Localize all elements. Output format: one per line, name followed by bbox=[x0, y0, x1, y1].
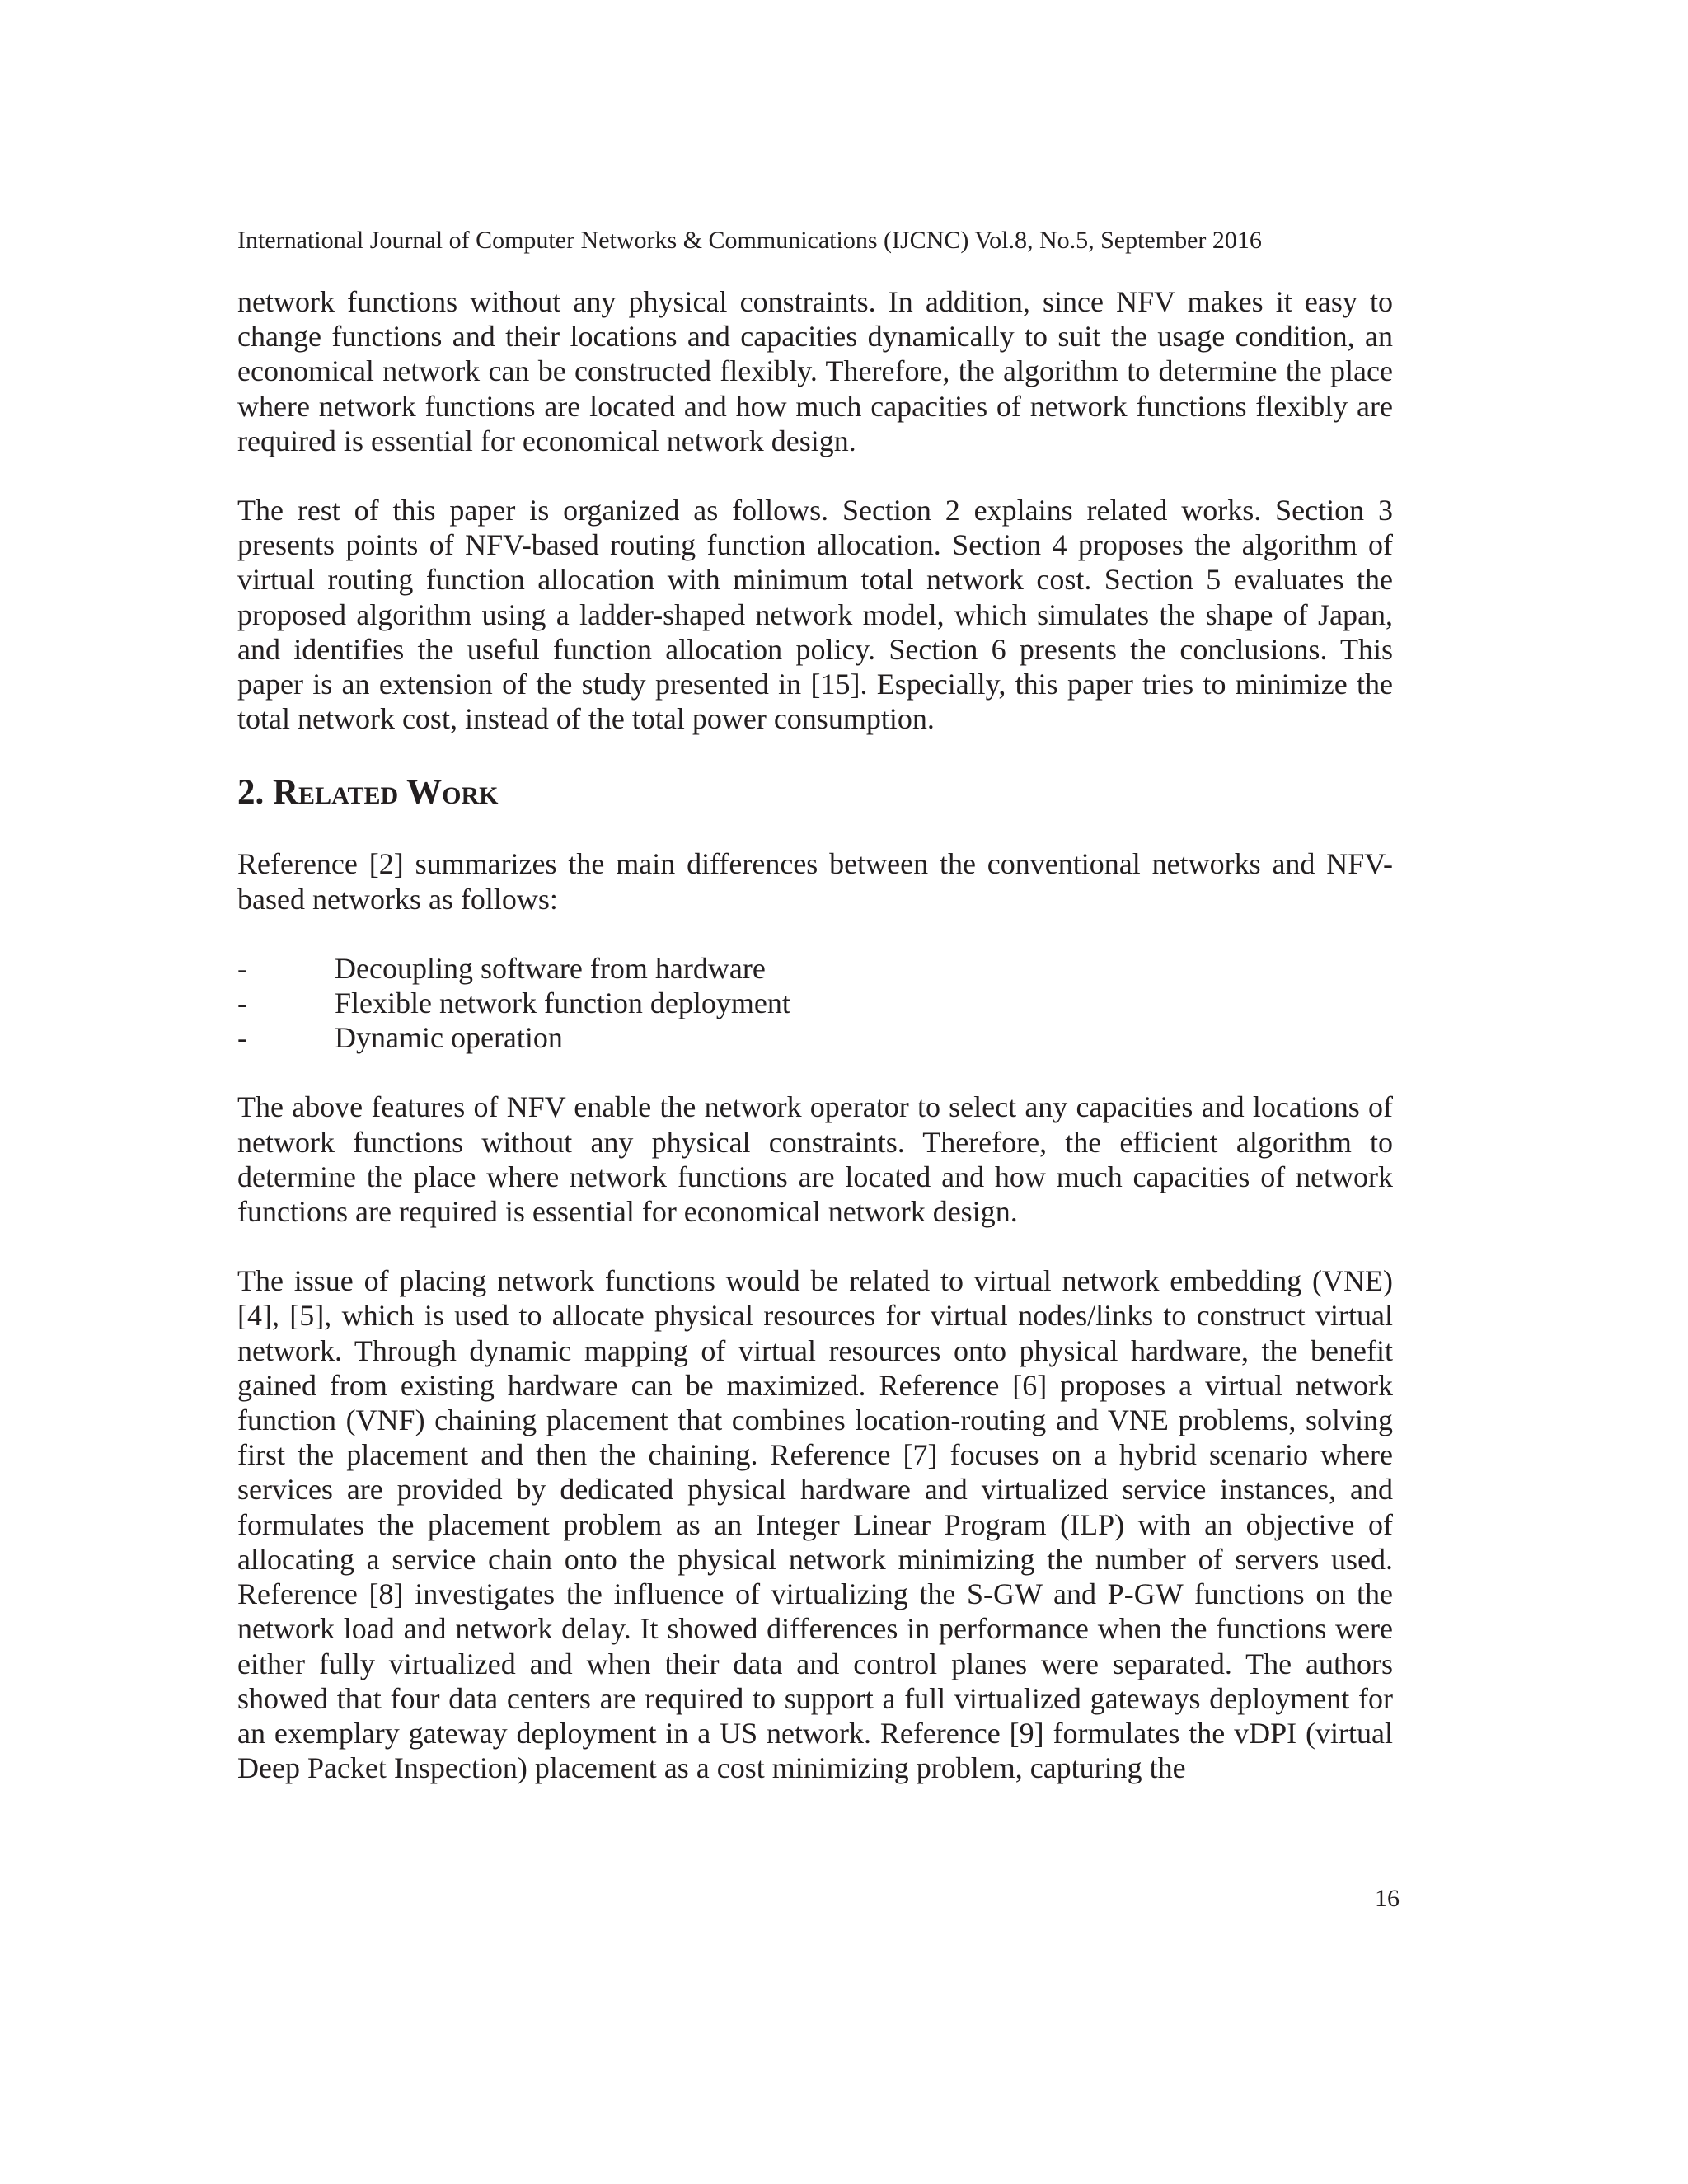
page-number: 16 bbox=[1375, 1885, 1400, 1912]
list-item-text: Flexible network function deployment bbox=[335, 987, 790, 1020]
list-dash: - bbox=[237, 951, 247, 985]
list-dash: - bbox=[237, 987, 247, 1020]
running-header: International Journal of Computer Networks & Communications (IJCNC) Vol.8, No.5, September 2016 bbox=[237, 227, 1262, 254]
list-dash: - bbox=[237, 1021, 247, 1055]
paragraph-paper-organization: The rest of this paper is organized as follows. Section 2 explains related works. Section 3 presents points of NFV-based routing function allocation. Section 4 proposes the algorithm of virtual routing function allocation with minimum total network cost. Section 5 evaluates the proposed algorithm using a ladder-shaped network model, which simulates the shape of Japan, and identifies the useful function allocation policy. Section 6 presents the conclusions. This paper is an extension of the study presented in [15]. Especially, this paper tries to minimize the total network cost, instead of the total power consumption. bbox=[237, 494, 1393, 736]
list-item bbox=[237, 1020, 1393, 1055]
list-item bbox=[237, 986, 1393, 1020]
list-item bbox=[237, 951, 1393, 986]
paragraph-related-work-intro: Reference [2] summarizes the main differences between the conventional networks and NFV-based networks as follows: bbox=[237, 847, 1393, 916]
paragraph-vne-placement: The issue of placing network functions would be related to virtual network embedding (VNE) [4], [5], which is used to allocate physical resources for virtual nodes/links to construct virtual network. Through dynamic mapping of virtual resources onto physical hardware, the benefit gained from existing hardware can be maximized. Reference [6] proposes a virtual network function (VNF) chaining placement that combines location-routing and VNE problems, solving first the placement and then the chaining. Reference [7] focuses on a hybrid scenario where services are provided by dedicated physical hardware and virtualized service instances, and formulates the placement problem as an Integer Linear Program (ILP) with an objective of allocating a service chain onto the physical network minimizing the number of servers used. Reference [8] investigates the influence of virtualizing the S-GW and P-GW functions on the network load and network delay. It showed differences in performance when the functions were either fully virtualized and when their data and control planes were separated. The authors showed that four data centers are required to support a full virtualized gateways deployment for an exemplary gateway deployment in a US network. Reference [9] formulates the vDPI (virtual Deep Packet Inspection) placement as a cost minimizing problem, capturing the bbox=[237, 1264, 1393, 1785]
list-item-text: Dynamic operation bbox=[335, 1021, 563, 1055]
list-item-text: Decoupling software from hardware bbox=[335, 951, 766, 985]
paragraph-intro-continuation: network functions without any physical constraints. In addition, since NFV makes it easy to change functions and their locations and capacities dynamically to suit the usage condition, an economical network can be constructed flexibly. Therefore, the algorithm to determine the place where network functions are located and how much capacities of network functions flexibly are required is essential for economical network design. bbox=[237, 285, 1393, 457]
nfv-differences-list bbox=[237, 951, 1393, 1056]
section-heading-related-work: 2. Related Work bbox=[237, 773, 499, 813]
paragraph-nfv-features: The above features of NFV enable the network operator to select any capacities and locations of network functions without any physical constraints. Therefore, the efficient algorithm to determine the place where network functions are located and how much capacities of network functions are required is essential for economical network design. bbox=[237, 1090, 1393, 1229]
body-text bbox=[237, 284, 1393, 1785]
